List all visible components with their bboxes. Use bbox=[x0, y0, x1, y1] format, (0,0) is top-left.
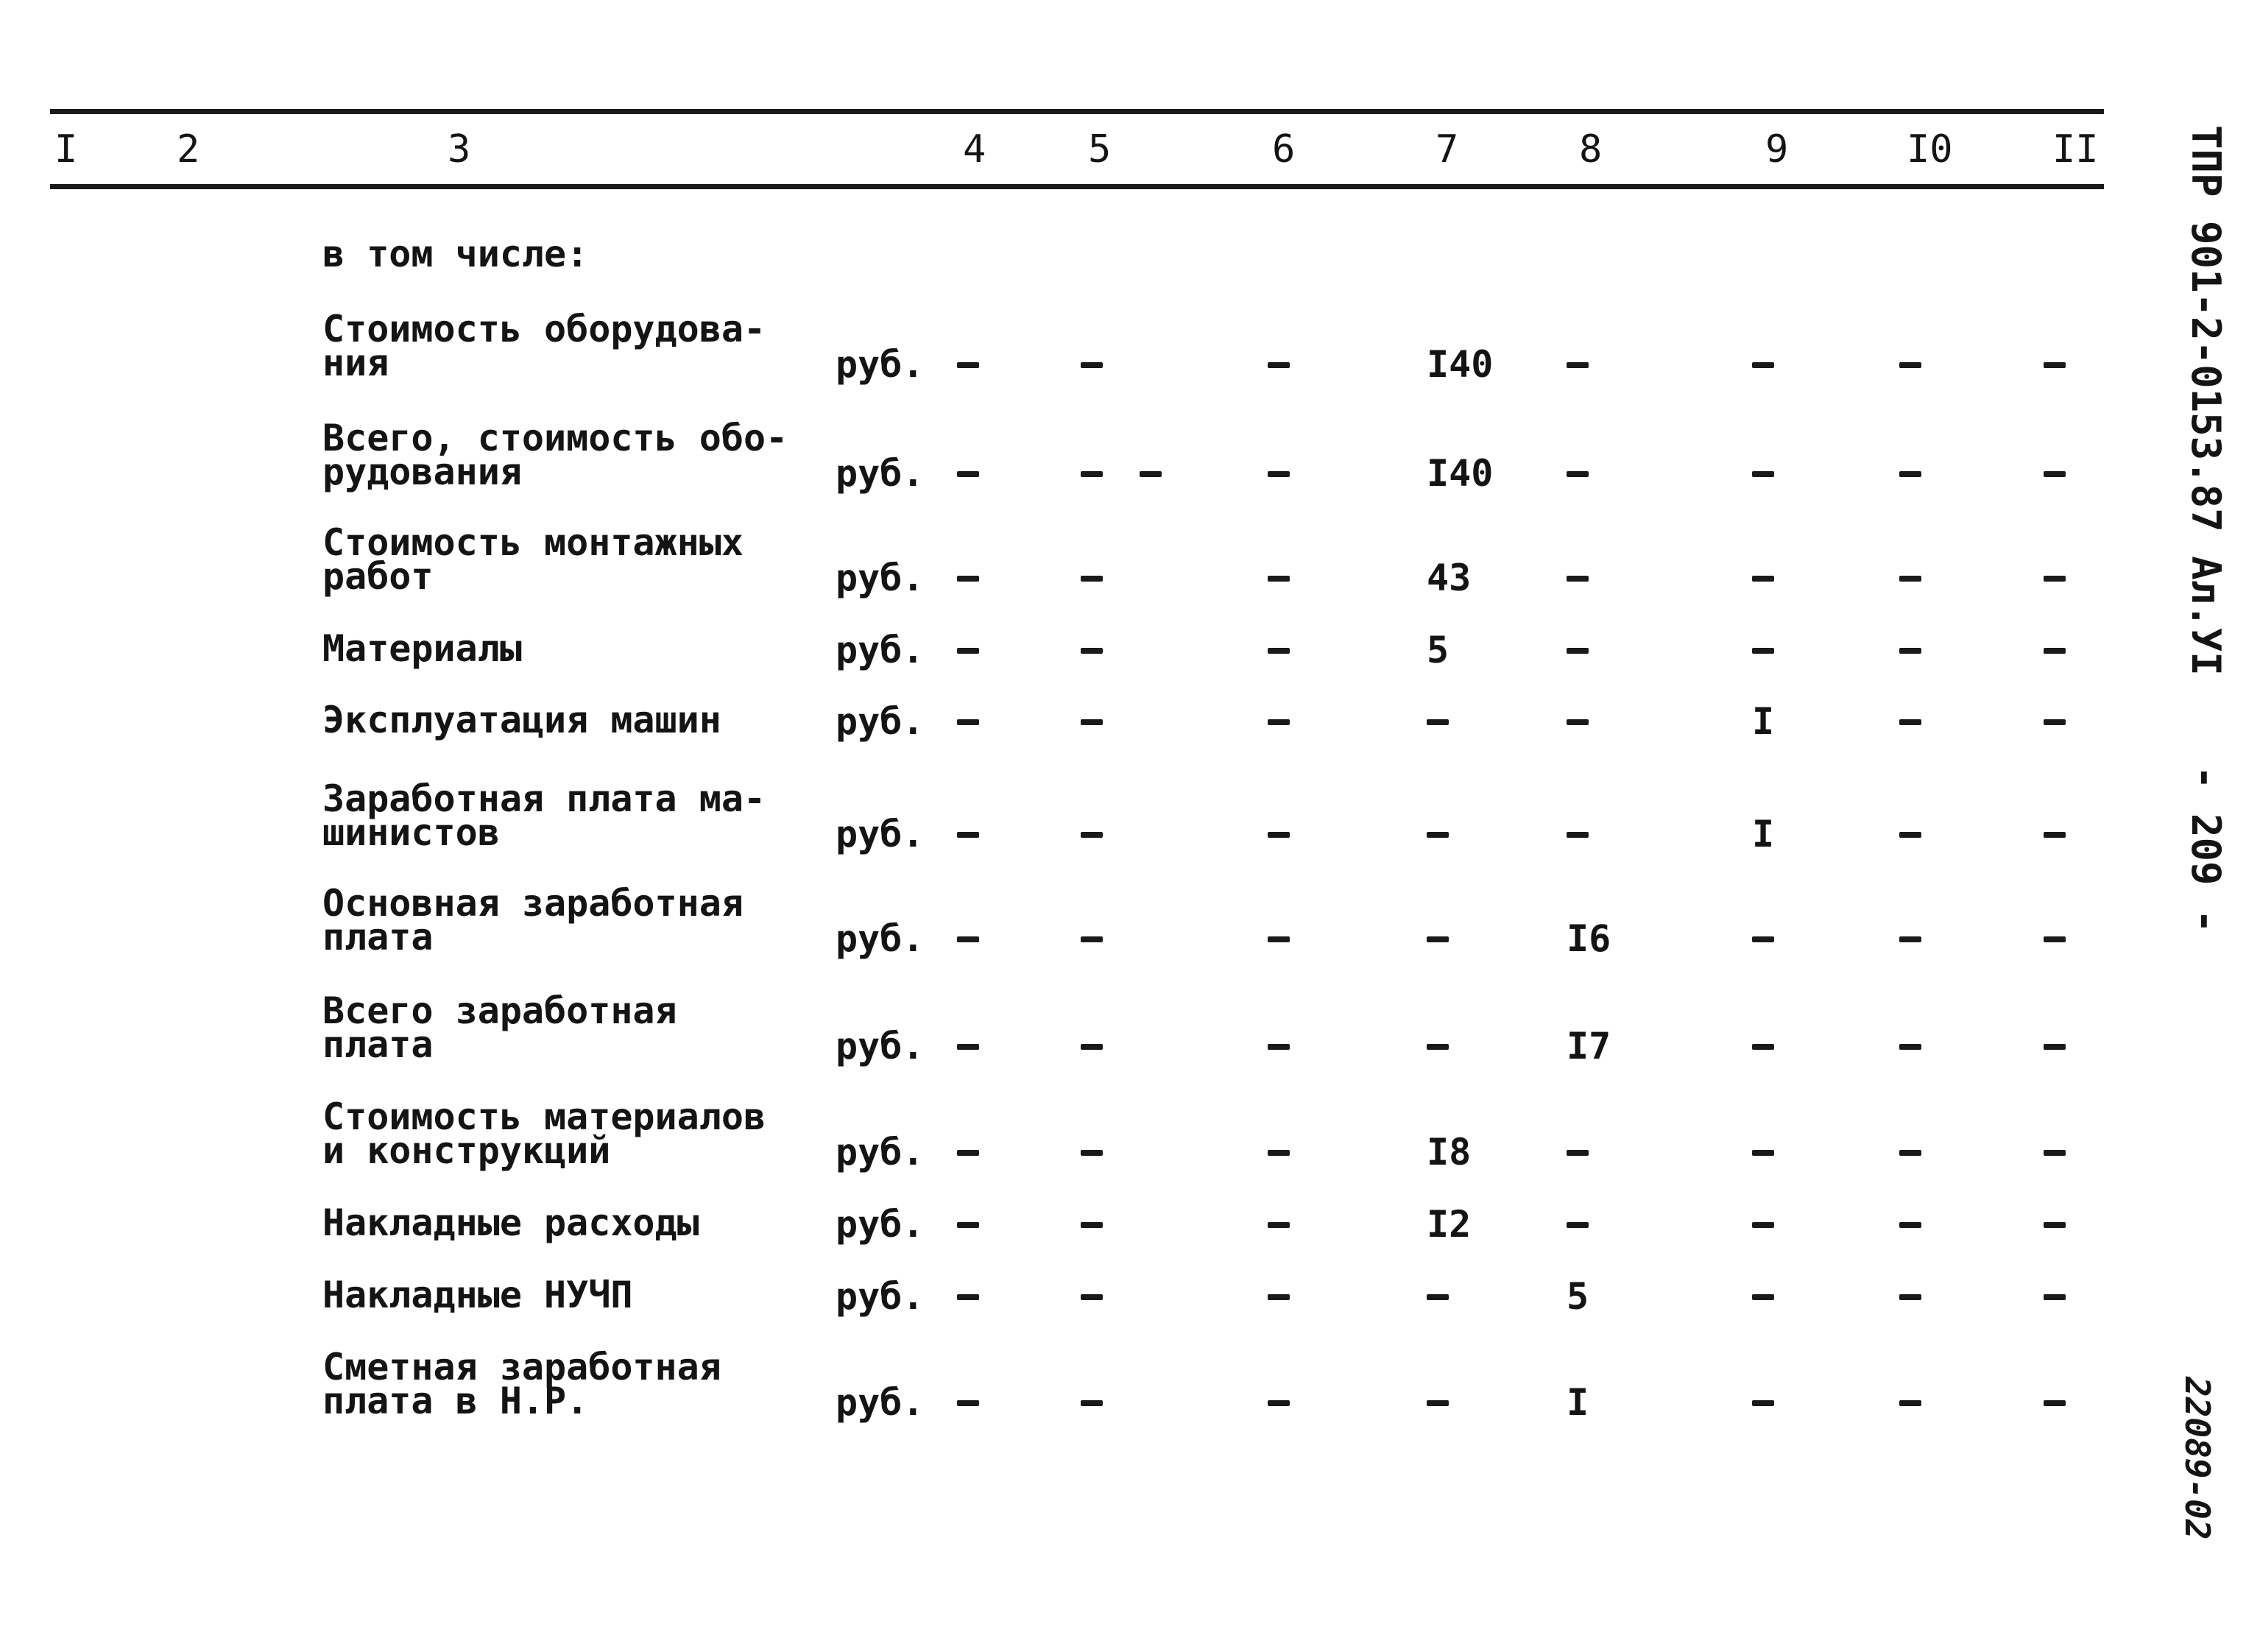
empty-dash bbox=[1899, 936, 1921, 942]
document-code: ТПР 901-2-0153.87 Ал.УI bbox=[2183, 125, 2229, 676]
column-header: II bbox=[2052, 127, 2099, 172]
unit-cell: руб. bbox=[836, 1025, 925, 1067]
empty-dash bbox=[1899, 1044, 1921, 1050]
item-name: Эксплуатация машин bbox=[322, 699, 721, 741]
empty-dash bbox=[1752, 1044, 1774, 1050]
value-cell: I bbox=[1567, 1381, 1589, 1424]
unit-cell: руб. bbox=[836, 1381, 925, 1424]
item-name: Стоимость монтажных работ bbox=[322, 521, 744, 598]
column-header: 9 bbox=[1765, 127, 1789, 172]
empty-dash bbox=[1081, 1222, 1103, 1228]
column-header: 7 bbox=[1436, 127, 1459, 172]
empty-dash bbox=[1081, 936, 1103, 942]
column-header: 3 bbox=[448, 127, 471, 172]
empty-dash bbox=[2044, 1150, 2066, 1156]
empty-dash bbox=[957, 1400, 979, 1406]
item-name: Стоимость материалов и конструкций bbox=[322, 1095, 766, 1172]
empty-dash bbox=[2044, 1294, 2066, 1300]
empty-dash bbox=[1567, 648, 1589, 654]
empty-dash bbox=[957, 576, 979, 582]
value-cell: 5 bbox=[1567, 1275, 1589, 1318]
unit-cell: руб. bbox=[836, 813, 925, 855]
empty-dash bbox=[1752, 1294, 1774, 1300]
empty-dash bbox=[1268, 936, 1290, 942]
empty-dash bbox=[1427, 1294, 1449, 1300]
column-header: 4 bbox=[963, 127, 986, 172]
empty-dash bbox=[2044, 936, 2066, 942]
empty-dash bbox=[1899, 1294, 1921, 1300]
empty-dash bbox=[1268, 471, 1290, 477]
header-bottom-rule bbox=[50, 184, 2104, 189]
empty-dash bbox=[2044, 719, 2066, 725]
item-name: Заработная плата ма- шинистов bbox=[322, 777, 766, 854]
empty-dash bbox=[1899, 576, 1921, 582]
empty-dash bbox=[1899, 471, 1921, 477]
empty-dash bbox=[1427, 832, 1449, 838]
empty-dash bbox=[2044, 648, 2066, 654]
empty-dash bbox=[1081, 719, 1103, 725]
empty-dash bbox=[2044, 576, 2066, 582]
unit-cell: руб. bbox=[836, 1275, 925, 1318]
empty-dash bbox=[2044, 1222, 2066, 1228]
value-cell: I8 bbox=[1427, 1131, 1472, 1173]
empty-dash bbox=[1752, 1222, 1774, 1228]
empty-dash bbox=[957, 832, 979, 838]
unit-cell: руб. bbox=[836, 917, 925, 960]
section-label: в том числе: bbox=[322, 233, 589, 275]
value-cell: I6 bbox=[1567, 917, 1611, 960]
item-name: Накладные расходы bbox=[322, 1201, 699, 1244]
empty-dash bbox=[2044, 471, 2066, 477]
empty-dash bbox=[1081, 1294, 1103, 1300]
unit-cell: руб. bbox=[836, 1131, 925, 1173]
column-header: 8 bbox=[1579, 127, 1603, 172]
empty-dash bbox=[1268, 362, 1290, 368]
empty-dash bbox=[1567, 832, 1589, 838]
empty-dash bbox=[1268, 719, 1290, 725]
empty-dash bbox=[1567, 719, 1589, 725]
empty-dash bbox=[1899, 832, 1921, 838]
value-cell: I40 bbox=[1427, 452, 1494, 495]
item-name: Стоимость оборудова- ния bbox=[322, 308, 766, 384]
empty-dash bbox=[1268, 1150, 1290, 1156]
empty-dash bbox=[1567, 576, 1589, 582]
unit-cell: руб. bbox=[836, 343, 925, 386]
empty-dash bbox=[957, 362, 979, 368]
value-cell: I2 bbox=[1427, 1203, 1472, 1246]
empty-dash bbox=[1567, 1150, 1589, 1156]
value-cell: 43 bbox=[1427, 557, 1472, 599]
empty-dash bbox=[957, 1150, 979, 1156]
empty-dash bbox=[957, 719, 979, 725]
empty-dash bbox=[1427, 1400, 1449, 1406]
empty-dash bbox=[1268, 1222, 1290, 1228]
unit-cell: руб. bbox=[836, 629, 925, 671]
value-cell: I7 bbox=[1567, 1025, 1611, 1067]
item-name: Материалы bbox=[322, 627, 522, 670]
empty-dash bbox=[957, 1294, 979, 1300]
value-cell: I bbox=[1752, 700, 1775, 743]
empty-dash bbox=[2044, 362, 2066, 368]
empty-dash bbox=[1752, 648, 1774, 654]
empty-dash bbox=[1427, 719, 1449, 725]
column-header: I bbox=[54, 127, 78, 172]
empty-dash bbox=[957, 471, 979, 477]
empty-dash bbox=[1899, 1222, 1921, 1228]
empty-dash bbox=[1081, 1150, 1103, 1156]
value-cell: I bbox=[1752, 813, 1775, 855]
inventory-number: 22089-02 bbox=[2178, 1377, 2217, 1540]
item-name: Всего заработная плата bbox=[322, 989, 677, 1066]
empty-dash bbox=[2044, 832, 2066, 838]
column-header: 2 bbox=[177, 127, 200, 172]
empty-dash bbox=[2044, 1044, 2066, 1050]
empty-dash bbox=[1268, 576, 1290, 582]
empty-dash bbox=[1899, 719, 1921, 725]
empty-dash bbox=[1268, 1294, 1290, 1300]
empty-dash bbox=[957, 1044, 979, 1050]
empty-dash bbox=[1899, 362, 1921, 368]
empty-dash bbox=[1081, 648, 1103, 654]
empty-dash bbox=[1567, 362, 1589, 368]
empty-dash bbox=[1081, 471, 1103, 477]
column-header: 6 bbox=[1272, 127, 1296, 172]
unit-cell: руб. bbox=[836, 452, 925, 495]
empty-dash bbox=[1081, 832, 1103, 838]
empty-dash bbox=[1752, 471, 1774, 477]
empty-dash bbox=[1567, 471, 1589, 477]
unit-cell: руб. bbox=[836, 700, 925, 743]
item-name: Основная заработная плата bbox=[322, 882, 744, 959]
unit-cell: руб. bbox=[836, 557, 925, 599]
empty-dash bbox=[1081, 362, 1103, 368]
header-top-rule bbox=[50, 109, 2104, 114]
empty-dash bbox=[1427, 1044, 1449, 1050]
empty-dash bbox=[957, 936, 979, 942]
unit-cell: руб. bbox=[836, 1203, 925, 1246]
empty-dash bbox=[1752, 576, 1774, 582]
column-header: I0 bbox=[1907, 127, 1953, 172]
empty-dash bbox=[1752, 362, 1774, 368]
value-cell: 5 bbox=[1427, 629, 1449, 671]
item-name: Накладные НУЧП bbox=[322, 1274, 633, 1316]
empty-dash bbox=[1268, 832, 1290, 838]
empty-dash bbox=[957, 648, 979, 654]
empty-dash bbox=[1268, 1044, 1290, 1050]
empty-dash bbox=[1752, 1400, 1774, 1406]
empty-dash bbox=[1081, 1044, 1103, 1050]
empty-dash bbox=[2044, 1400, 2066, 1406]
empty-dash bbox=[1752, 936, 1774, 942]
value-cell: I40 bbox=[1427, 343, 1494, 386]
empty-dash bbox=[1427, 936, 1449, 942]
page-number: - 209 - bbox=[2183, 766, 2229, 933]
item-name: Всего, стоимость обо- рудования bbox=[322, 417, 788, 493]
empty-dash bbox=[1081, 576, 1103, 582]
empty-dash bbox=[1899, 648, 1921, 654]
empty-dash bbox=[957, 1222, 979, 1228]
empty-dash bbox=[1268, 648, 1290, 654]
empty-dash bbox=[1567, 1222, 1589, 1228]
empty-dash bbox=[1140, 471, 1162, 477]
item-name: Сметная заработная плата в Н.Р. bbox=[322, 1346, 721, 1422]
empty-dash bbox=[1899, 1400, 1921, 1406]
empty-dash bbox=[1081, 1400, 1103, 1406]
empty-dash bbox=[1268, 1400, 1290, 1406]
empty-dash bbox=[1752, 1150, 1774, 1156]
column-header: 5 bbox=[1088, 127, 1112, 172]
empty-dash bbox=[1899, 1150, 1921, 1156]
